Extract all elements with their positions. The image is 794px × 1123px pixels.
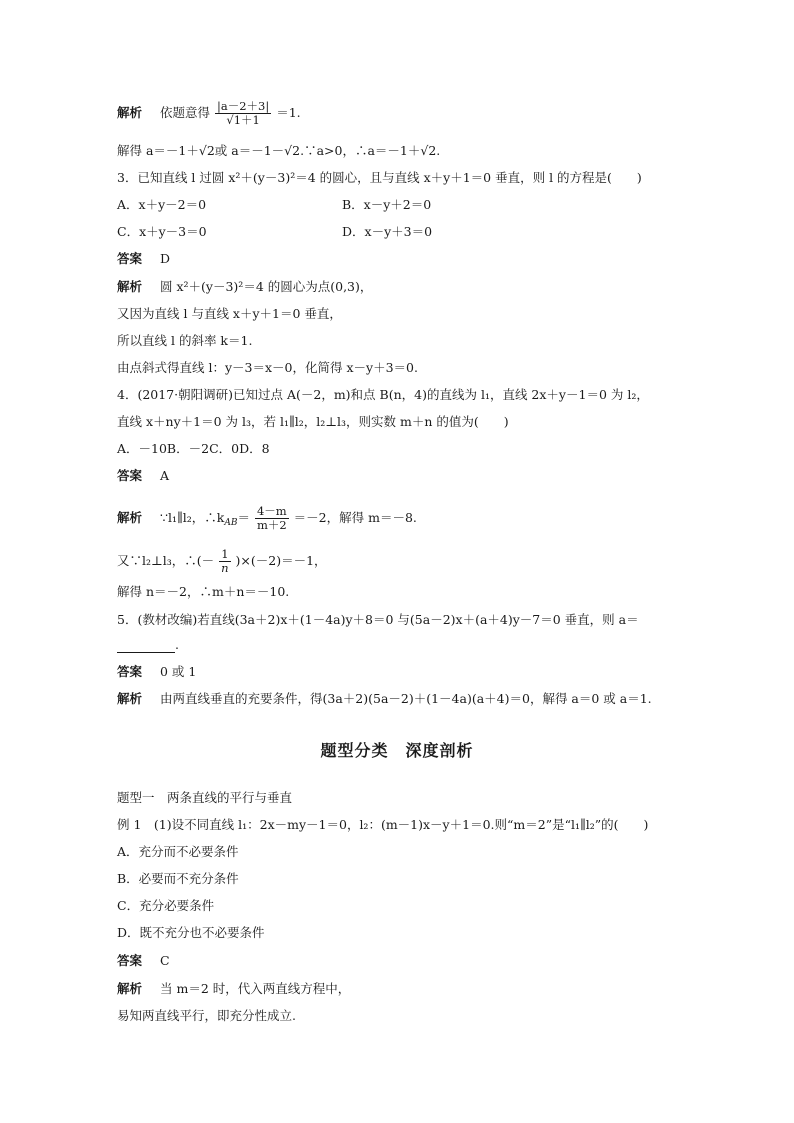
analysis-label: 解析	[117, 981, 143, 996]
example1-answer-line	[117, 953, 170, 969]
example1-option-b: B．必要而不充分条件	[117, 871, 239, 886]
q4-slope-denominator: m＋2	[256, 518, 287, 532]
example1-stem: 例 1 (1)设不同直线 l₁：2x－my－1＝0，l₂：(m－1)x－y＋1＝0.则“m＝2”是“l₁∥l₂”的( )	[117, 817, 649, 832]
answer-label: 答案	[117, 953, 143, 968]
p1-fraction-numerator: |a－2＋3|	[217, 99, 270, 113]
analysis-label: 解析	[117, 510, 143, 525]
example1-answer: C	[160, 953, 170, 968]
q3-answer: D	[160, 251, 171, 266]
q5-solution: 由两直线垂直的充要条件，得(3a＋2)(5a－2)＋(1－4a)(a＋4)＝0，解得 a＝0 或 a＝1.	[160, 691, 652, 706]
analysis-label: 解析	[117, 279, 143, 294]
p1-solution-line: 解得 a＝－1＋√2或 a＝－1－√2.∵a>0，∴a＝－1＋√2.	[117, 143, 441, 158]
example1-option-a: A．充分而不必要条件	[117, 844, 239, 859]
q3-analysis-line	[117, 279, 372, 295]
q3-stem: 3．已知直线 l 过圆 x²＋(y－3)²＝4 的圆心，且与直线 x＋y＋1＝0 垂直，则 l 的方程是( )	[117, 170, 642, 185]
answer-label: 答案	[117, 468, 143, 483]
q4-solution-3: 解得 n＝－2，∴m＋n＝－10.	[117, 584, 290, 599]
q4-sol1-subscript: AB	[224, 518, 238, 528]
example1-solution-2: 易知两直线平行，即充分性成立.	[117, 1008, 296, 1023]
answer-label: 答案	[117, 664, 143, 679]
q3-answer-line	[117, 251, 170, 267]
q4-sol1-suffix: ＝－2，解得 m＝－8.	[293, 510, 417, 525]
q3-option-a: A．x＋y－2＝0	[117, 197, 207, 212]
p1-fraction-denominator: √1＋1	[226, 113, 260, 127]
q4-reciprocal-fraction	[219, 548, 230, 575]
q3-solution-1: 圆 x²＋(y－3)²＝4 的圆心为点(0,3)，	[160, 279, 373, 294]
q3-option-c: C．x＋y－3＝0	[117, 224, 207, 239]
q4-answer: A	[160, 468, 170, 483]
analysis-label: 解析	[117, 105, 143, 120]
q5-stem-end: .	[175, 637, 179, 652]
p1-tail: ＝1.	[276, 105, 301, 120]
q5-analysis-line	[117, 691, 652, 707]
q4-answer-line	[117, 468, 169, 484]
q4-analysis-line-2	[117, 548, 327, 575]
q4-analysis-line-1	[117, 505, 417, 532]
q5-answer-line	[117, 664, 196, 680]
q4-reciprocal-numerator: 1	[219, 548, 230, 562]
p1-fraction	[215, 100, 271, 127]
q4-stem-2: 直线 x＋ny＋1＝0 为 l₃，若 l₁∥l₂，l₂⊥l₃，则实数 m＋n 的值为( )	[117, 414, 509, 429]
p1-intro: 依题意得	[160, 105, 211, 120]
q4-stem-1: 4．(2017·朝阳调研)已知过点 A(－2，m)和点 B(n，4)的直线为 l₁，直线 2x＋y－1＝0 为 l₂，	[117, 387, 649, 402]
q4-sol2-suffix: )×(－2)＝－1，	[235, 553, 327, 568]
q4-slope-fraction	[255, 505, 289, 532]
q4-reciprocal-denominator: n	[221, 561, 229, 575]
p1-analysis-line	[117, 100, 301, 127]
q3-solution-3: 所以直线 l 的斜率 k＝1.	[117, 333, 253, 348]
example1-solution-1: 当 m＝2 时，代入两直线方程中，	[160, 981, 351, 996]
q3-solution-4: 由点斜式得直线 l：y－3＝x－0，化简得 x－y＋3＝0.	[117, 360, 418, 375]
q4-slope-numerator: 4－m	[256, 504, 287, 518]
section-title: 题型分类 深度剖析	[320, 741, 474, 760]
q3-option-b: B．x－y＋2＝0	[342, 197, 432, 212]
q4-options: A．－10B．－2C．0D．8	[117, 441, 270, 456]
q5-answer-blank	[117, 640, 175, 653]
q3-solution-2: 又因为直线 l 与直线 x＋y＋1＝0 垂直，	[117, 306, 342, 321]
example1-analysis-line	[117, 981, 350, 997]
example1-option-d: D．既不充分也不必要条件	[117, 925, 265, 940]
q4-sol1-equals: ＝	[237, 510, 250, 525]
analysis-label: 解析	[117, 691, 143, 706]
q3-option-d: D．x－y＋3＝0	[342, 224, 433, 239]
q5-stem-1: 5．(教材改编)若直线(3a＋2)x＋(1－4a)y＋8＝0 与(5a－2)x＋(a＋4)y－7＝0 垂直，则 a＝	[117, 612, 639, 627]
q5-answer: 0 或 1	[160, 664, 197, 679]
answer-label: 答案	[117, 251, 143, 266]
q4-sol1-prefix: ∵l₁∥l₂，∴k	[160, 510, 225, 525]
q5-stem-2	[117, 637, 179, 653]
q4-sol2-prefix: 又∵l₂⊥l₃，∴(－	[117, 553, 215, 568]
example1-option-c: C．充分必要条件	[117, 898, 215, 913]
type1-heading: 题型一 两条直线的平行与垂直	[117, 790, 293, 805]
